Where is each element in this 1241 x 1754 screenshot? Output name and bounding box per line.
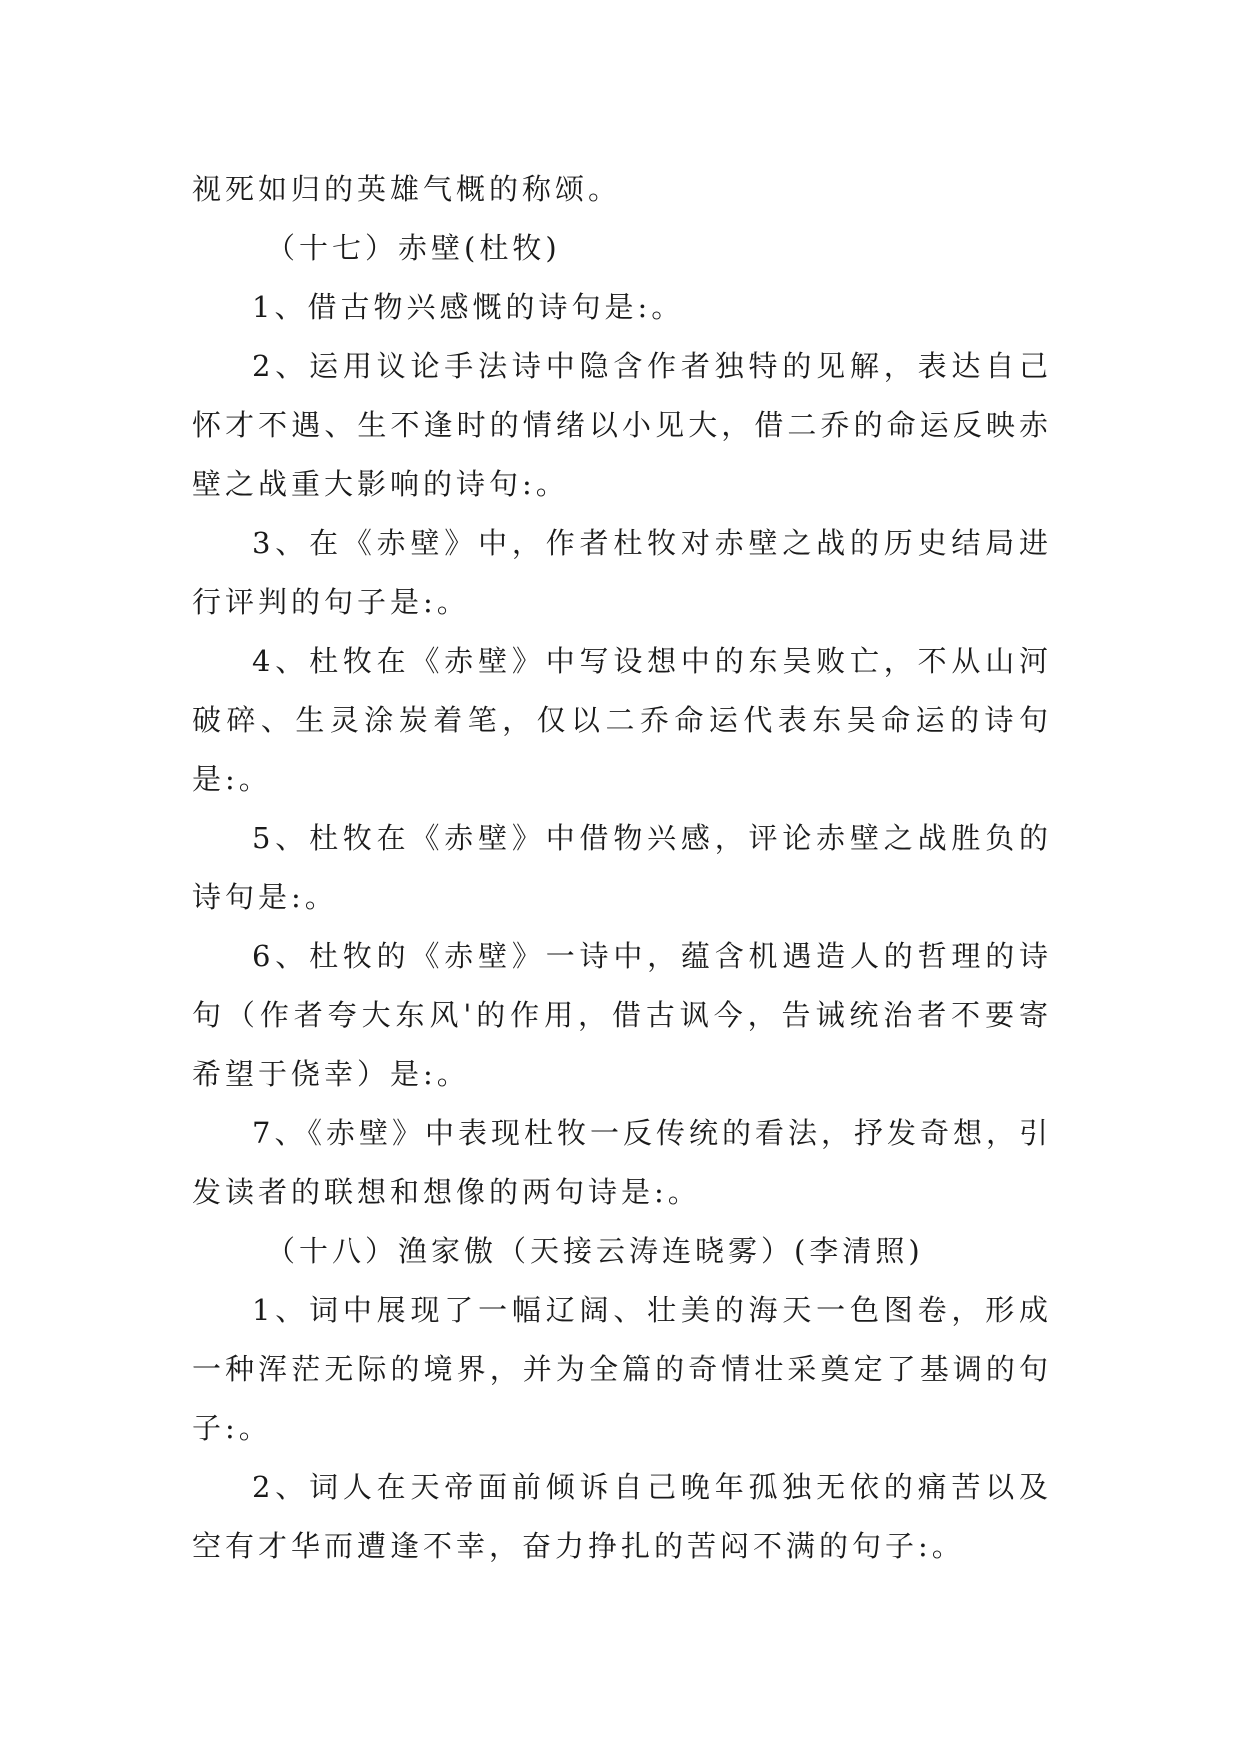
question-2: 2、运用议论手法诗中隐含作者独特的见解，表达自己怀才不遇、生不逢时的情绪以小见大，借二乔的命运反映赤壁之战重大影响的诗句:。 [192,349,1052,501]
document-body [192,160,1052,1576]
question-4: 4、杜牧在《赤壁》中写设想中的东吴败亡，不从山河破碎、生灵涂炭着笔，仅以二乔命运代表东吴命运的诗句是:。 [192,644,1052,796]
question-5: 5、杜牧在《赤壁》中借物兴感，评论赤壁之战胜负的诗句是:。 [192,821,1052,914]
paragraph-continuation: 视死如归的英雄气概的称颂。 [192,172,622,206]
question-3: 3、在《赤壁》中，作者杜牧对赤壁之战的历史结局进行评判的句子是:。 [192,526,1052,619]
question-1-yujiaao: 1、词中展现了一幅辽阔、壮美的海天一色图卷，形成一种浑茫无际的境界，并为全篇的奇情壮采奠定了基调的句子:。 [192,1293,1052,1445]
section-heading-yujiaao: （十八）渔家傲（天接云涛连晓雾）(李清照) [266,1234,924,1268]
question-6: 6、杜牧的《赤壁》一诗中，蕴含机遇造人的哲理的诗句（作者夸大东风'的作用，借古讽今，告诫统治者不要寄希望于侥幸）是:。 [192,939,1052,1091]
question-1: 1、借古物兴感慨的诗句是:。 [252,290,685,324]
section-heading-chibi: （十七）赤壁(杜牧) [266,231,561,265]
question-7: 7、《赤壁》中表现杜牧一反传统的看法，抒发奇想，引发读者的联想和想像的两句诗是:。 [192,1116,1052,1209]
question-2-yujiaao: 2、词人在天帝面前倾诉自己晚年孤独无依的痛苦以及空有才华而遭逢不幸，奋力挣扎的苦闷不满的句子:。 [192,1470,1052,1563]
